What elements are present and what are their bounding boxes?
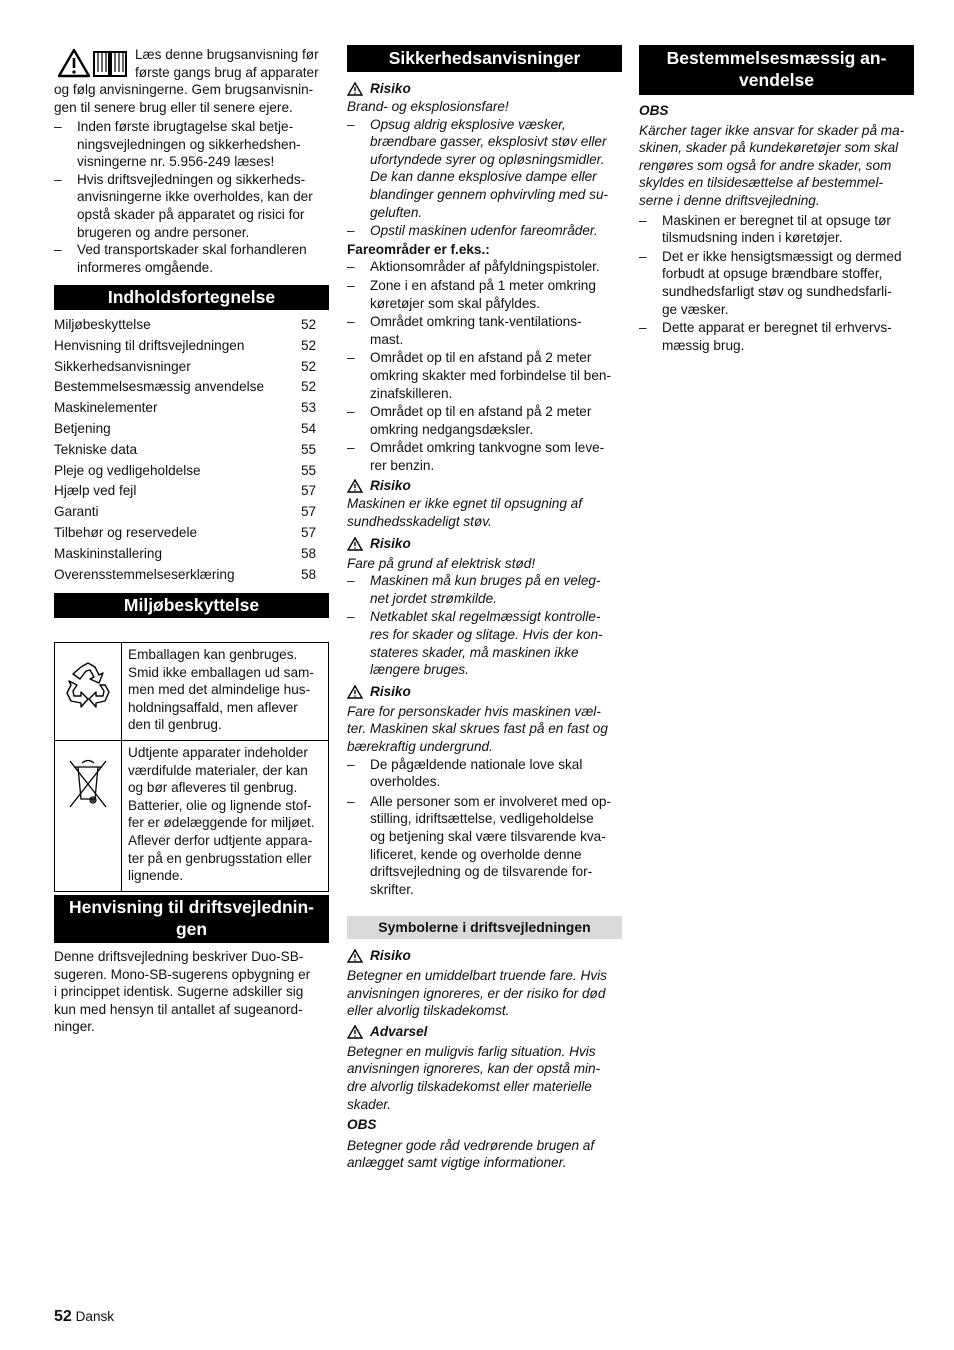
list-item: – Dette apparat er beregnet til erhvervs- mæssig brug.: [639, 320, 892, 353]
toc-label: Garanti: [54, 504, 99, 520]
risk-label: Risiko: [347, 80, 622, 98]
warning-triangle-icon: [347, 82, 363, 96]
recycle-icon: [61, 659, 115, 713]
toc-page-number: 52: [301, 337, 317, 353]
toc-page-number: 54: [301, 420, 317, 436]
list-item: – Området omkring tank-ventilations- mast.: [347, 314, 582, 347]
intro-line: Læs denne brugsanvisning før: [135, 47, 319, 62]
intended-use-content: OBS Kärcher tager ikke ansvar for skader på ma- skinen, skader på kundekøretøjer som skal rengøres som også for andre skader, som skyldes en tilsidesættelse af bestemmel- serne i denne driftsvejledning. – Maskinen er beregnet til at opsuge tør tilsmudsning inden i køretøjer. – Det er ikke hensigtsmæssigt og dermed forbudt at opsuge brændbare stoffer, sundhedsfarligt støv og sundhedsfarli- ge væsker. – Dette apparat er beregnet til erhvervs- mæssig brug.: [639, 102, 914, 354]
toc-page-number: 52: [301, 317, 317, 332]
toc-row: [54, 461, 329, 482]
intro-line: gen til senere brug eller til senere ejere.: [54, 99, 293, 115]
toc-label: Miljøbeskyttelse: [54, 317, 151, 332]
toc-label: Bestemmelsesmæssig anvendelse: [54, 379, 265, 395]
list-item: – Aktionsområder af påfyldningspistoler.: [347, 259, 600, 275]
list-item: – Maskinen er beregnet til at opsuge tør tilsmudsning inden i køretøjer.: [639, 212, 891, 246]
toc-page-number: 55: [301, 462, 317, 478]
toc-row: [54, 357, 329, 378]
toc-row: [54, 440, 329, 461]
toc-heading: Indholdsfortegnelse: [54, 285, 329, 310]
risk-label: Risiko: [347, 683, 622, 701]
list-item: – Området omkring tankvogne som leve- rer benzin.: [347, 440, 605, 473]
warning-triangle-icon: [347, 479, 363, 493]
toc-row: [54, 544, 329, 565]
list-item: – Opstil maskinen udenfor fareområder.: [347, 223, 598, 239]
list-item: – Inden første ibrugtagelse skal betje- ningsvejledningen og sikkerhedshen- visningerne nr. 5.956-249 læses!: [54, 119, 301, 170]
toc-label: Hjælp ved fejl: [54, 483, 137, 499]
symbols-content: Risiko Betegner en umiddelbart truende fare. Hvis anvisningen ignoreres, er der risiko for død eller alvorlig tilskadekomst. Advarsel Betegner en muligvis farlig situation. Hvis anvisningen ignoreres, kan der opstå min- dre alvorlig tilskadekomst eller materielle skader. OBS Betegner gode råd vedrørende brugen af anlægget samt vigtige informationer.: [347, 947, 622, 1172]
warning-triangle-icon: [347, 949, 363, 963]
table-row: Emballagen kan genbruges. Smid ikke emballagen ud sam- men med det almindelige hus- holdningsaffald, men aflever den til genbrug.: [55, 643, 329, 741]
list-item: – De pågældende nationale love skal overholdes.: [347, 756, 583, 790]
list-item: – Området op til en afstand på 2 meter omkring nedgangsdæksler.: [347, 404, 592, 437]
list-item: – Maskinen må kun bruges på en veleg- net jordet strømkilde.: [347, 573, 601, 606]
toc-page-number: 57: [301, 483, 317, 499]
toc-page-number: 57: [301, 524, 317, 540]
page-footer: [54, 1308, 114, 1326]
toc-row: [54, 377, 329, 398]
toc-page-number: 58: [301, 545, 317, 561]
table-of-contents: [54, 315, 329, 585]
intended-use-heading: Bestemmelsesmæssig an- vendelse: [639, 45, 914, 95]
danger-areas-label: Fareområder er f.eks.:: [347, 241, 490, 257]
warning-triangle-icon: [347, 537, 363, 551]
toc-row: [54, 523, 329, 544]
toc-page-number: 52: [301, 358, 317, 374]
intro-line: og følg anvisningerne. Gem brugsanvisnin-: [54, 82, 314, 98]
intro-line: første gangs brug af apparater: [135, 64, 319, 80]
symbols-heading: Symbolerne i driftsvejledningen: [347, 916, 622, 939]
toc-row: [54, 481, 329, 502]
safety-content: Risiko Brand- og eksplosionsfare! – Opsug aldrig eksplosive væsker, brændbare gasser, eksplosivt støv eller ufortyndede syrer og opløsningsmidler. De kan danne eksplosive dampe eller blandinger gennem ophvirvling med su- geluften. – Opstil maskinen udenfor fareområder. Fareområder er f.eks.: – Aktionsområder af påfyldningspistoler. – Zone i en afstand på 1 meter omkring køretøjer som skal påfyldes. – Området omkring tank-ventilations- mast. – Området op til en afstand på 2 meter omkring skakter med forbindelse til ben- zinafskilleren. – Området op til en afstand på 2 meter omkring nedgangsdæksler. – Området omkring tankvogne som leve- rer benzin. Risiko Maskinen er ikke egnet til opsugning af sundhedsskadeligt støv. Risiko Fare på grund af elektrisk stød! – Maskinen må kun bruges på en veleg- net jordet strømkilde. – Netkablet skal regelmæssigt kontrolle- res for skader og slitage. Hvis der kon- stateres skader, må maskinen ikke længere bruges. Risiko Fare for personskader hvis maskinen væl- ter. Maskinen skal skrues fast på en fast og bærekraftig undergrund. – De pågældende nationale love skal overholdes. – Alle personer som er involveret med op- stilling, idriftsættelse, vedligeholdelse og betjening skal være tilsvarende kva- lificeret, kende og overholde denne driftsvejledning og de tilsvarende for- skrifter.: [347, 80, 622, 898]
page-number: 52: [54, 1308, 72, 1325]
toc-row: [54, 315, 329, 336]
list-item: – Netkablet skal regelmæssigt kontrolle- res for skader og slitage. Hvis der kon- stateres skader, må maskinen ikke længere bruges.: [347, 609, 603, 678]
intro-bullets: [54, 118, 329, 276]
crossed-bin-icon: [64, 753, 112, 813]
intro-text: [54, 46, 329, 116]
toc-label: Tekniske data: [54, 441, 138, 457]
env-heading: Miljøbeskyttelse: [54, 593, 329, 618]
ref-text: Denne driftsvejledning beskriver Duo-SB- sugeren. Mono-SB-sugerens opbygning er i princippet identisk. Sugerne adskiller sig kun med hensyn til antallet af sugeanord- ninger.: [54, 949, 311, 1035]
list-item: – Hvis driftsvejledningen og sikkerheds- anvisningerne ikke overholdes, kan der opstå skader på apparatet og risici for brugeren og andre personer.: [54, 171, 313, 240]
toc-row: [54, 419, 329, 440]
toc-page-number: 53: [301, 400, 317, 416]
toc-page-number: 55: [301, 441, 317, 457]
obs-label: OBS: [347, 1117, 377, 1133]
toc-label: Betjening: [54, 420, 111, 436]
toc-label: Sikkerhedsanvisninger: [54, 358, 191, 374]
risk-label: Risiko: [347, 535, 622, 553]
warning-label: Advarsel: [347, 1023, 622, 1041]
list-item: – Ved transportskader skal forhandleren informeres omgående.: [54, 242, 307, 275]
language-label: Dansk: [75, 1309, 115, 1324]
ref-heading: Henvisning til driftsvejlednin- gen: [54, 895, 329, 943]
toc-page-number: 57: [301, 504, 317, 520]
list-item: – Det er ikke hensigtsmæssigt og dermed forbudt at opsuge brændbare stoffer, sundhedsfarligt støv og sundhedsfarli- ge væsker.: [639, 248, 902, 317]
list-item: – Opsug aldrig eksplosive væsker, brændbare gasser, eksplosivt støv eller ufortyndede syrer og opløsningsmidler. De kan danne eksplosive dampe eller blandinger gennem ophvirvling med su- geluften.: [347, 116, 609, 220]
toc-label: Pleje og vedligeholdelse: [54, 462, 201, 478]
warning-triangle-icon: [347, 685, 363, 699]
warning-triangle-icon: [347, 1025, 363, 1039]
safety-heading: Sikkerhedsanvisninger: [347, 45, 622, 72]
obs-label: OBS: [639, 103, 669, 118]
toc-row: [54, 565, 329, 586]
toc-page-number: 58: [301, 566, 317, 582]
toc-label: Maskinelementer: [54, 400, 158, 416]
table-row: Udtjente apparater indeholder værdifulde materialer, der kan og bør afleveres til genbrug. Batterier, olie og lignende stof- fer er ødelæggende for miljøet. Aflever derfor udtjente appara- ter på en genbrugsstation eller lignende.: [55, 740, 329, 891]
toc-page-number: 52: [301, 379, 317, 395]
list-item: – Zone i en afstand på 1 meter omkring køretøjer som skal påfyldes.: [347, 277, 596, 311]
toc-row: [54, 502, 329, 523]
toc-label: Maskininstallering: [54, 545, 163, 561]
toc-row: [54, 336, 329, 357]
risk-label: Risiko: [347, 477, 622, 495]
toc-label: Overensstemmelseserklæring: [54, 566, 235, 582]
list-item: – Området op til en afstand på 2 meter omkring skakter med forbindelse til ben- zinafskilleren.: [347, 350, 612, 401]
list-item: – Alle personer som er involveret med op- stilling, idriftsættelse, vedligeholdelse og betjening skal være tilsvarende kva- lificeret, kende og overholde denne driftsvejledning og de tilsvarende for- skrifter.: [347, 793, 612, 897]
toc-label: Henvisning til driftsvejledningen: [54, 337, 245, 353]
env-table: [54, 642, 329, 892]
risk-label: Risiko: [347, 947, 622, 965]
toc-label: Tilbehør og reservedele: [54, 524, 198, 540]
risk-title: Brand- og eksplosionsfare!: [347, 99, 509, 114]
toc-row: [54, 398, 329, 419]
